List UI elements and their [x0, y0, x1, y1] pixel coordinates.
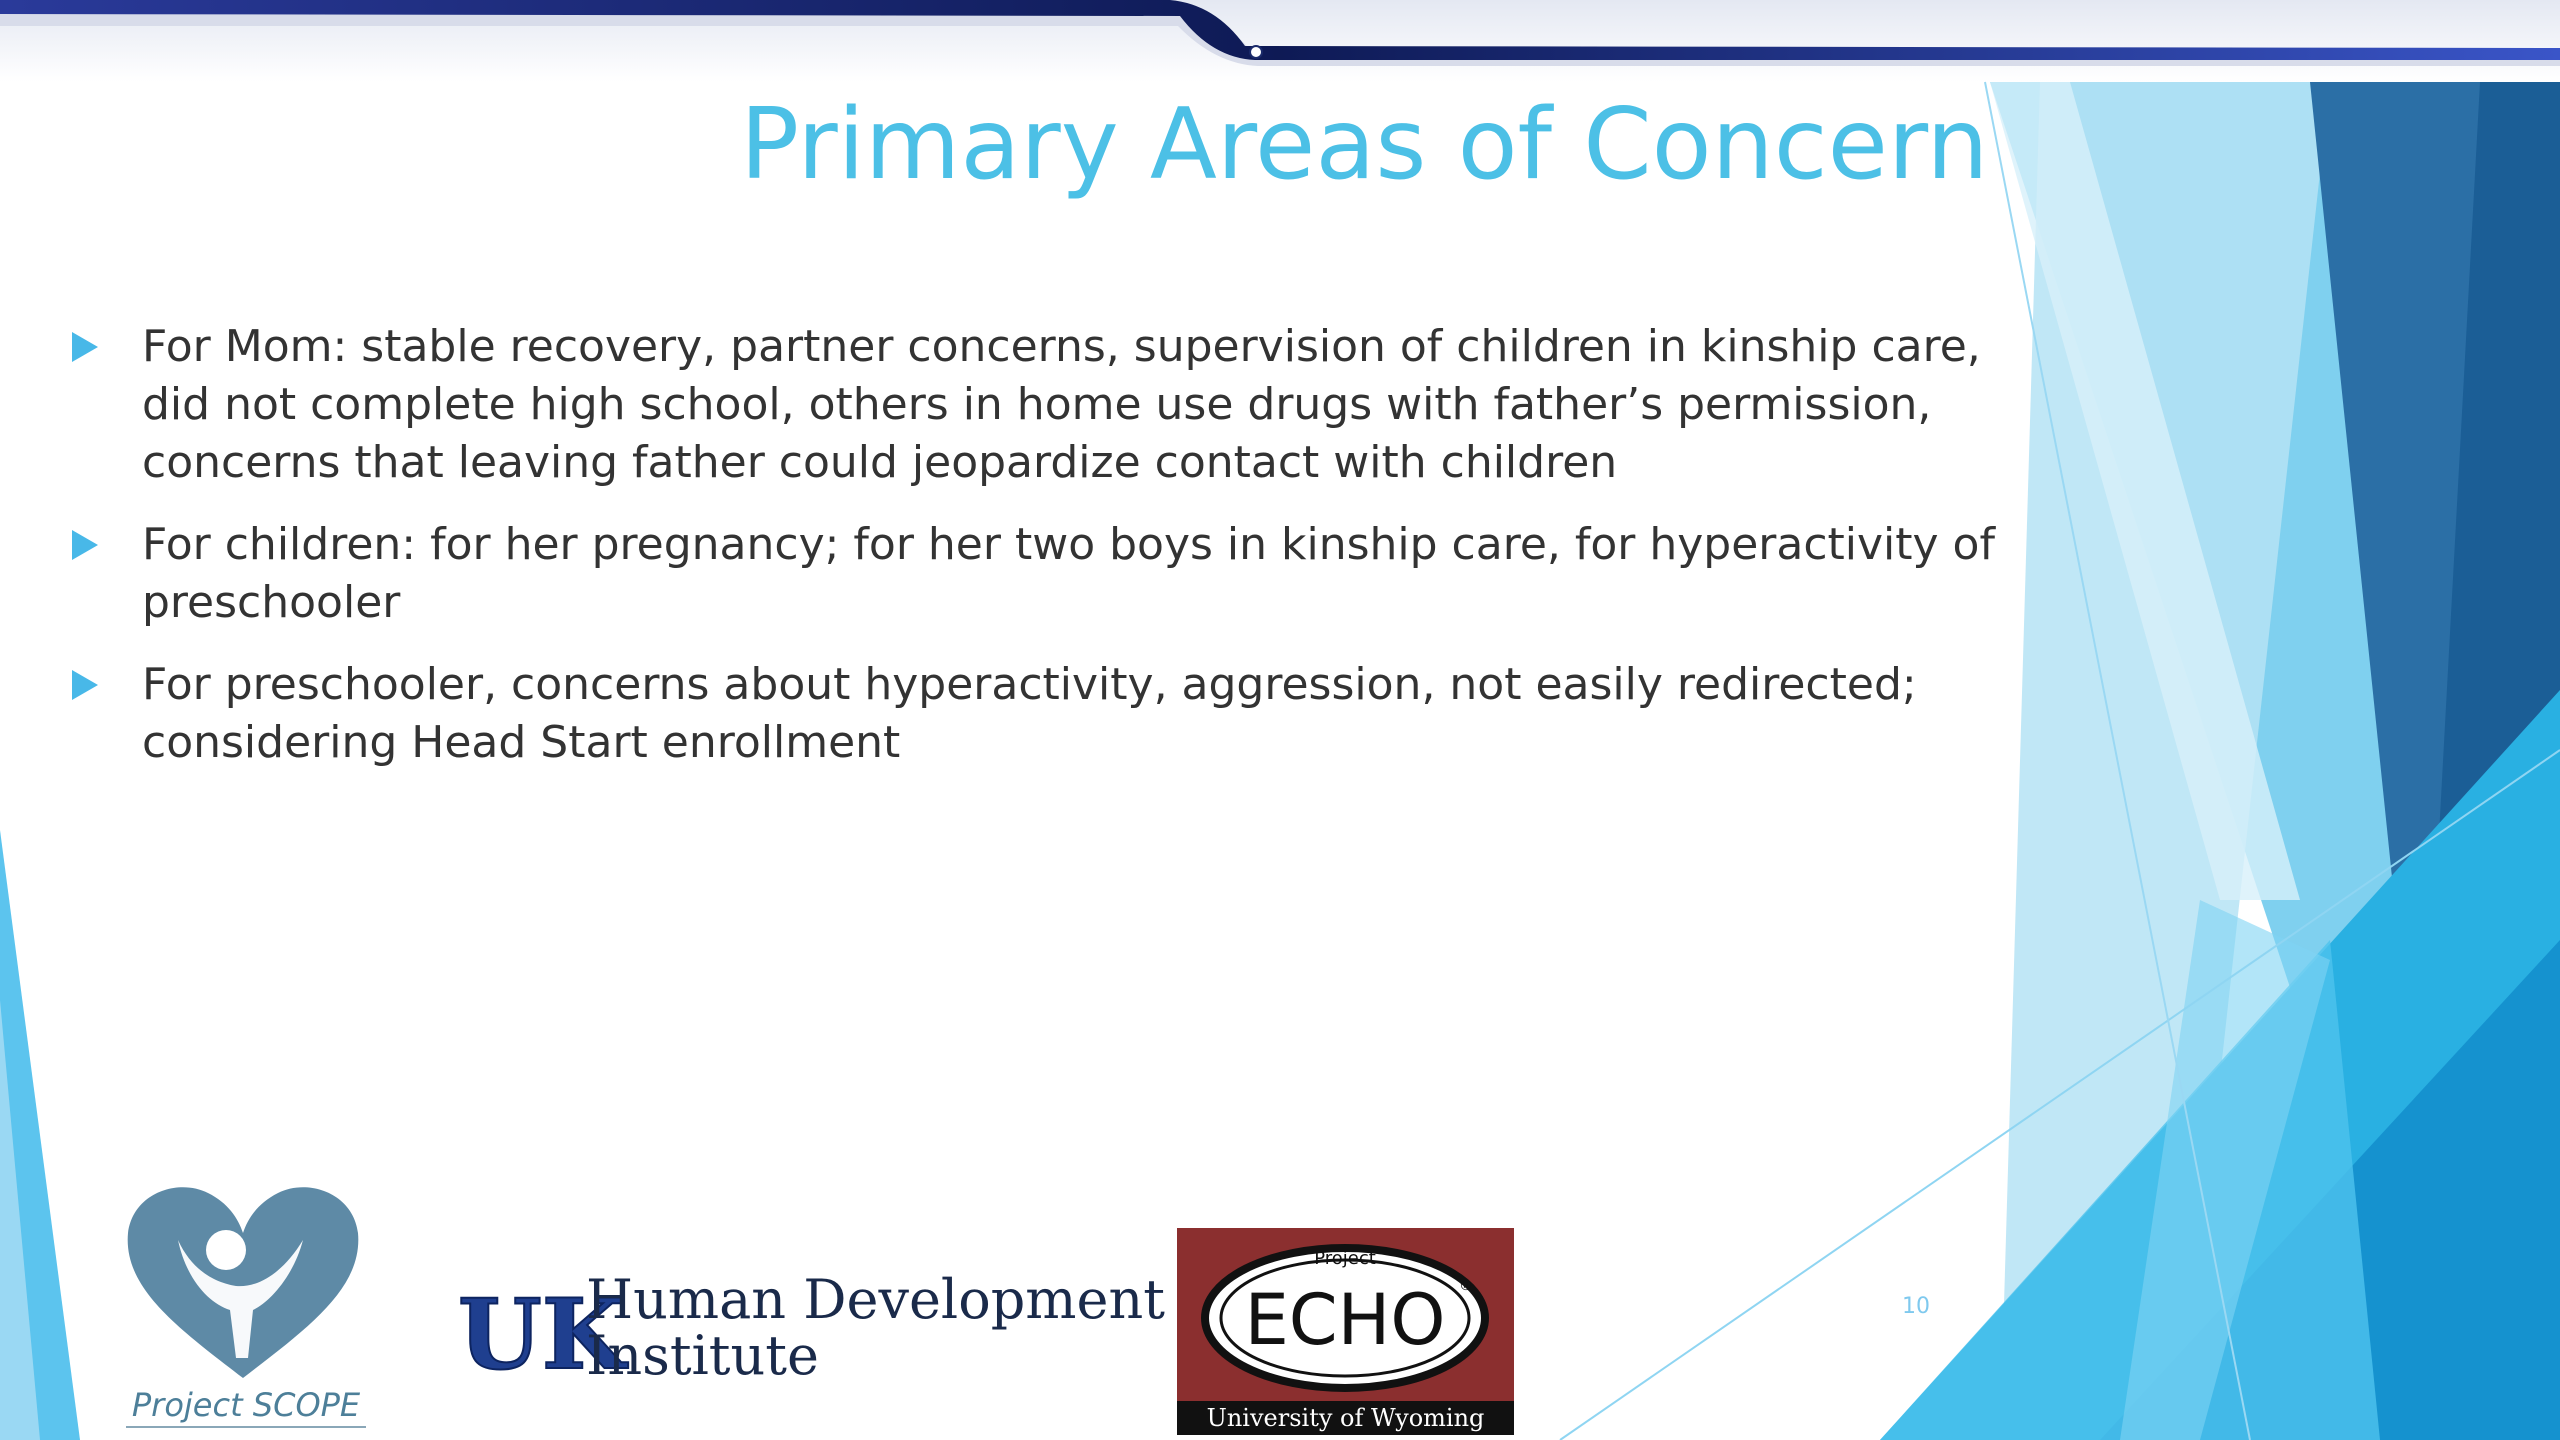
bullet-item [70, 516, 2060, 632]
bullet-item [70, 656, 2060, 772]
bullet-item [70, 318, 2060, 492]
project-echo-logo [1177, 1228, 1514, 1435]
triangle-bullet-icon [72, 332, 98, 362]
hdi-label: Human Development Institute [586, 1268, 1165, 1387]
echo-oval-icon [1197, 1240, 1494, 1400]
slide-title: Primary Areas of Concern [740, 88, 1989, 202]
bullet-text: For Mom: stable recovery, partner concerns, supervision of children in kinship care, did not complete high school, others in home use drugs with father’s permission, concerns that leaving father could jeopardize contact with children [142, 321, 1981, 488]
project-scope-logo [118, 1178, 368, 1438]
uk-mark-text: UK [458, 1278, 626, 1391]
page-number: 10 [1902, 1294, 1930, 1319]
uk-mark-icon [454, 1278, 626, 1391]
heart-person-icon [118, 1178, 368, 1388]
echo-main-label: ECHO [1244, 1279, 1446, 1361]
echo-university-label: University of Wyoming [1177, 1401, 1514, 1435]
bullet-list [70, 318, 2060, 796]
bullet-text: For preschooler, concerns about hyperactivity, aggression, not easily redirected; considering Head Start enrollment [142, 659, 1917, 768]
echo-project-label: Project [1314, 1248, 1376, 1269]
human-development-institute-logo [454, 1268, 1165, 1398]
project-scope-label: Project SCOPE [126, 1386, 366, 1428]
svg-text:®: ® [1459, 1278, 1473, 1294]
triangle-bullet-icon [72, 670, 98, 700]
bullet-text: For children: for her pregnancy; for her two boys in kinship care, for hyperactivity of preschooler [142, 519, 1995, 628]
triangle-bullet-icon [72, 530, 98, 560]
